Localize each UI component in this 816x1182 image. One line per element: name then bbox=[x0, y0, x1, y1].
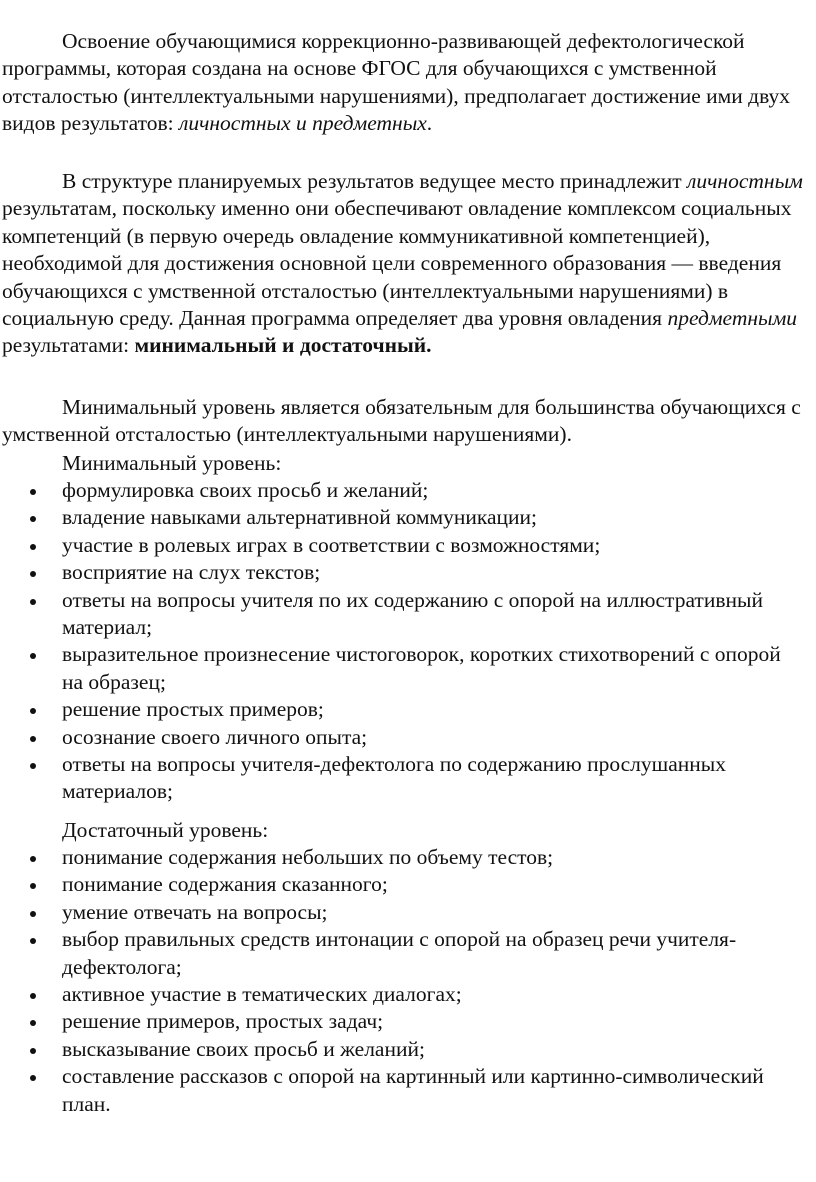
list-item bbox=[0, 641, 802, 696]
list-item-text: участие в ролевых играх в соответствии с возможностями; bbox=[62, 532, 601, 557]
list-item bbox=[0, 1036, 802, 1063]
paragraph-minimal-level: Минимальный уровень является обязательным для большинства обучающихся с умственной отсталостью (интеллектуальными нарушениями). bbox=[2, 395, 801, 447]
list-item-text: решение простых примеров; bbox=[62, 697, 324, 722]
bullet-icon bbox=[30, 1020, 36, 1026]
paragraph-structure-emphasis-2: предметными bbox=[667, 306, 798, 331]
list-item bbox=[0, 899, 802, 926]
list-item-text: осознание своего личного опыта; bbox=[62, 724, 368, 749]
list-item bbox=[0, 871, 802, 898]
paragraph-intro-text: Освоение обучающимися коррекционно-развивающей дефектологической программы, которая создана на основе ФГОС для обучающихся с умственной отсталостью (интеллектуальными нарушениями), предполагает достижение ими двух видов результатов: bbox=[2, 29, 791, 136]
bullet-icon bbox=[30, 544, 36, 550]
list-item bbox=[0, 926, 802, 981]
bullet-icon bbox=[30, 708, 36, 714]
list-item-text: владение навыками альтернативной коммуникации; bbox=[62, 505, 537, 530]
bullet-icon bbox=[30, 489, 36, 495]
bullet-icon bbox=[30, 911, 36, 917]
list-item bbox=[0, 751, 802, 806]
bullet-icon bbox=[30, 883, 36, 889]
bullet-icon bbox=[30, 1048, 36, 1054]
list-item bbox=[0, 587, 802, 642]
list-item bbox=[0, 844, 802, 871]
bullet-icon bbox=[30, 653, 36, 659]
list-item-text: выбор правильных средств интонации с опорой на образец речи учителя-дефектолога; bbox=[62, 927, 737, 979]
list-item-text: ответы на вопросы учителя по их содержанию с опорой на иллюстративный материал; bbox=[62, 587, 763, 640]
list-item-text: умение отвечать на вопросы; bbox=[62, 899, 328, 924]
paragraph-structure-text-1: В структуре планируемых результатов ведущее место принадлежит bbox=[62, 169, 688, 193]
minimal-level-list bbox=[0, 477, 816, 806]
list-item bbox=[0, 559, 802, 586]
bullet-icon bbox=[30, 763, 36, 769]
bullet-icon bbox=[30, 993, 36, 999]
list-item-text: понимание содержания небольших по объему тестов; bbox=[62, 845, 554, 869]
bullet-icon bbox=[30, 599, 36, 605]
list-item bbox=[0, 477, 802, 504]
list-item bbox=[0, 696, 802, 723]
bullet-icon bbox=[30, 736, 36, 742]
minimal-level-heading: Минимальный уровень: bbox=[62, 451, 282, 475]
sufficient-level-heading: Достаточный уровень: bbox=[62, 818, 269, 842]
list-item-text: высказывание своих просьб и желаний; bbox=[62, 1036, 425, 1061]
paragraph-structure-bold: минимальный и достаточный. bbox=[134, 333, 432, 358]
list-item bbox=[0, 981, 802, 1008]
bullet-icon bbox=[30, 856, 36, 862]
paragraph-intro bbox=[2, 28, 814, 138]
bullet-icon bbox=[30, 516, 36, 522]
list-item-text: ответы на вопросы учителя-дефектолога по содержанию прослушанных материалов; bbox=[62, 752, 726, 804]
paragraph-structure-text-3: результатами: bbox=[2, 333, 135, 358]
paragraph-structure-text-2: результатам, поскольку именно они обеспечивают овладение комплексом социальных компетенций (в первую очередь овладение коммуникативной компетенцией), необходимой для достижения основной цели современного образования — введения обучающихся с умственной отсталостью (интеллектуальными нарушениями) в социальную среду. Данная программа определяет два уровня овладения bbox=[2, 196, 792, 331]
paragraph-structure-emphasis-1: личностным bbox=[687, 169, 803, 193]
bullet-icon bbox=[30, 571, 36, 577]
list-item-text: решение примеров, простых задач; bbox=[62, 1009, 384, 1034]
paragraph-intro-tail: . bbox=[426, 111, 433, 136]
bullet-icon bbox=[30, 938, 36, 944]
list-item bbox=[0, 724, 802, 751]
list-item bbox=[0, 532, 802, 559]
paragraph-structure bbox=[2, 168, 814, 360]
list-item-text: формулировка своих просьб и желаний; bbox=[62, 478, 429, 502]
list-item-text: понимание содержания сказанного; bbox=[62, 872, 388, 897]
list-item bbox=[0, 1008, 802, 1035]
list-item-text: восприятие на слух текстов; bbox=[62, 560, 321, 585]
list-item-text: составление рассказов с опорой на картинный или картинно-символический план. bbox=[62, 1064, 764, 1116]
list-item bbox=[0, 504, 802, 531]
sufficient-level-list bbox=[0, 844, 816, 1118]
paragraph-intro-emphasis: личностных и предметных bbox=[179, 111, 427, 136]
list-item-text: выразительное произнесение чистоговорок, коротких стихотворений с опорой на образец; bbox=[62, 642, 781, 694]
list-item-text: активное участие в тематических диалогах; bbox=[62, 982, 462, 1007]
list-item bbox=[0, 1063, 802, 1118]
bullet-icon bbox=[30, 1075, 36, 1081]
